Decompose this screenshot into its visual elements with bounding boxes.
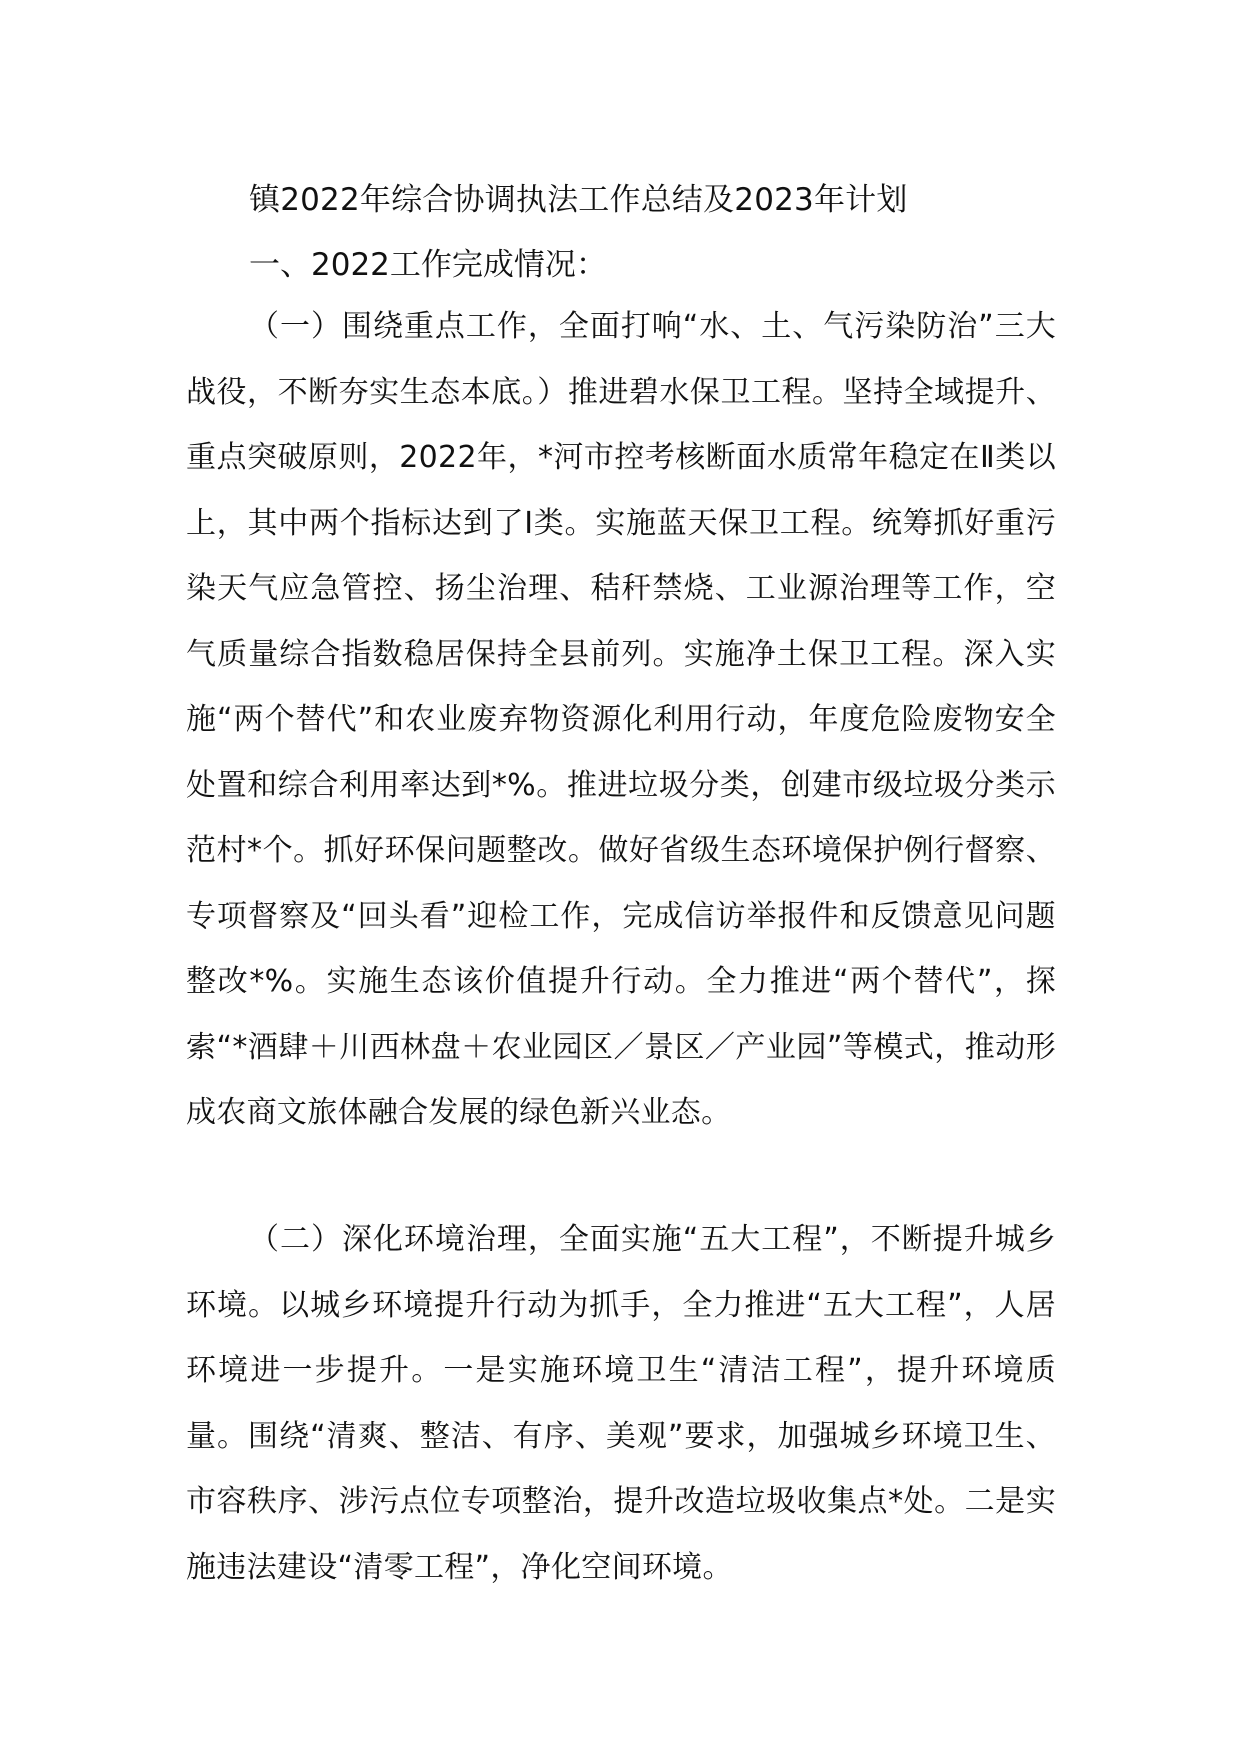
paragraph-1: （一）围绕重点工作，全面打响“水、土、气污染防治”三大战役，不断夯实生态本底。）推进碧水保卫工程。坚持全域提升、重点突破原则，2022年，*河市控考核断面水质常年稳定在Ⅱ类以上，其中两个指标达到了Ⅰ类。实施蓝天保卫工程。统筹抓好重污染天气应急管控、扬尘治理、秸秆禁烧、工业源治理等工作，空气质量综合指数稳居保持全县前列。实施净土保卫工程。深入实施“两个替代”和农业废弃物资源化利用行动，年度危险废物安全处置和综合利用率达到*%。推进垃圾分类，创建市级垃圾分类示范村*个。抓好环保问题整改。做好省级生态环境保护例行督察、专项督察及“回头看”迎检工作，完成信访举报件和反馈意见问题整改*%。实施生态该价值提升行动。全力推进“两个替代”，探索“*酒肆＋川西林盘＋农业园区／景区／产业园”等模式，推动形成农商文旅体融合发展的绿色新兴业态。: [186, 309, 1056, 1130]
section-heading: 一、2022工作完成情况：: [249, 247, 607, 283]
paragraph-2: （二）深化环境治理，全面实施“五大工程”，不断提升城乡环境。以城乡环境提升行动为抓手，全力推进“五大工程”，人居环境进一步提升。一是实施环境卫生“清洁工程”，提升环境质量。围绕“清爽、整洁、有序、美观”要求，加强城乡环境卫生、市容秩序、涉污点位专项整治，提升改造垃圾收集点*处。二是实施违法建设“清零工程”，净化空间环境。: [186, 1222, 1056, 1585]
document-title: 镇2022年综合协调执法工作总结及2023年计划: [249, 182, 908, 218]
